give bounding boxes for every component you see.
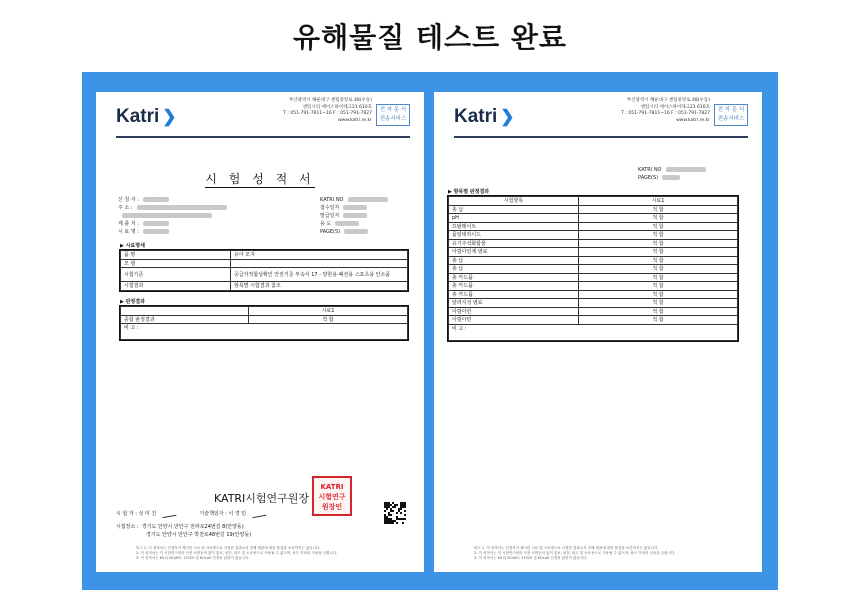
redacted-value xyxy=(143,221,169,226)
section-judgement: ▶ 판정결과 xyxy=(120,299,145,305)
info-label: 접수일자 xyxy=(320,205,340,211)
address-block: 부산광역시 해운대구 센텀중앙로 48(우동) 센텀시티 에이스하이테크21 610호 T : 051-791-7811~16 F : 051-791-7827 www.katri.re.kr xyxy=(283,98,372,123)
test-result: 적 합 xyxy=(579,256,738,265)
table-row xyxy=(449,239,738,248)
table-row xyxy=(449,256,738,265)
info-row xyxy=(320,212,420,220)
test-result: 적 합 xyxy=(579,214,738,223)
info-label: PAGE(S) xyxy=(320,229,341,235)
signature-icon xyxy=(161,509,176,517)
test-result: 적 합 xyxy=(579,265,738,274)
table-row xyxy=(121,268,408,282)
header-divider xyxy=(454,136,748,138)
test-result: 적 합 xyxy=(579,248,738,257)
test-result: 적 합 xyxy=(579,290,738,299)
spec-label: 시험결과 xyxy=(121,282,231,291)
section-sample-spec: ▶ 시료명세 xyxy=(120,243,145,249)
applicant-info xyxy=(118,196,278,236)
test-item: 유기주석화합물 xyxy=(449,239,579,248)
info-row xyxy=(638,166,738,174)
column-header: 시험항목 xyxy=(449,197,579,206)
test-result: 적 합 xyxy=(579,307,738,316)
signature-icon xyxy=(251,509,266,517)
signature-row: 시 험 자 : 성 미 진 기술책임자 : 이 경 민 xyxy=(116,510,272,517)
info-label: 주 소 : xyxy=(118,205,133,211)
info-row xyxy=(118,228,278,236)
test-item: 폼알데하이드 xyxy=(449,231,579,240)
info-row xyxy=(320,196,420,204)
table-header-row xyxy=(449,197,738,206)
info-row xyxy=(320,220,420,228)
footnote: 비고 1. 이 성적서는 신청자가 제시한 시료 및 시료명으로 시험한 결과로서 전체 제품에 대한 품질을 보증하지는 않습니다. 2. 이 성적서는 이 시험연구원의 사전 서면동의 없이 홍보, 선전, 광고 및 소송용으로 사용될 수 없으며, 용도 이외의 사용을 금합니다. 3. 이 성적서는 KS Q ISO/IEC 17025 및 KOLAS 인정과 관련이 없습니다. xyxy=(474,546,676,560)
info-label: 제 출 처 : xyxy=(118,221,139,227)
info-row xyxy=(118,204,278,212)
test-item: 아릴아민 xyxy=(449,307,579,316)
test-result: 적 합 xyxy=(579,299,738,308)
info-label: 신 청 자 : xyxy=(118,197,139,203)
test-result: 적 합 xyxy=(579,222,738,231)
spec-value: 공급자적합성확인 안전기준 부속서 17 - 방한용·패션용 스포츠용 안소품 xyxy=(231,268,408,282)
info-row xyxy=(638,174,738,182)
redacted-value xyxy=(348,197,388,202)
judgement-label: 종합 판정결과 xyxy=(121,315,249,324)
remarks-row xyxy=(449,324,738,340)
info-label: KATRI NO xyxy=(320,197,344,203)
e-document-stamp: 전 자 문 서 전송서비스 xyxy=(714,104,748,126)
info-row xyxy=(320,204,420,212)
test-item: 아릴아민 xyxy=(449,316,579,325)
info-label: 시 료 명 : xyxy=(118,229,139,235)
info-label: 용 도 xyxy=(320,221,332,227)
remarks-cell: 비 고 : xyxy=(121,324,408,340)
table-row xyxy=(449,205,738,214)
section-item-results: ▶ 항목별 판정결과 xyxy=(448,189,490,195)
redacted-value xyxy=(343,213,367,218)
address-block: 부산광역시 해운대구 센텀중앙로 48(우동) 센텀시티 에이스하이테크21 610호 T : 051-791-7811~16 F : 051-791-7827 www.katri.re.kr xyxy=(621,98,710,123)
redacted-value xyxy=(143,229,169,234)
katri-logo: Katri ❯ xyxy=(116,106,177,127)
official-seal: KATRI 시험연구 원장인 xyxy=(312,476,352,516)
spec-value xyxy=(231,259,408,268)
test-report-page-2 xyxy=(434,92,762,572)
judgement-value: 적 합 xyxy=(249,315,408,324)
info-row xyxy=(320,228,420,236)
item-results-table xyxy=(448,196,738,341)
table-row xyxy=(449,316,738,325)
report-info xyxy=(638,166,738,182)
table-row xyxy=(449,222,738,231)
info-label: 발급일자 xyxy=(320,213,340,219)
header-divider xyxy=(116,136,410,138)
judgement-header: 시료1 xyxy=(249,307,408,316)
report-frame xyxy=(82,72,778,590)
spec-value: 항목별 시험결과 참조 xyxy=(231,282,408,291)
table-row xyxy=(449,282,738,291)
footnote: 비고 1. 이 성적서는 신청자가 제시한 시료 및 시료명으로 시험한 결과로서 전체 제품에 대한 품질을 보증하지는 않습니다. 2. 이 성적서는 이 시험연구원의 사전 서면동의 없이 홍보, 선전, 광고 및 소송용으로 사용될 수 없으며, 용도 이외의 사용을 금합니다. 3. 이 성적서는 KS Q ISO/IEC 17025 및 KOLAS 인정과 관련이 없습니다. xyxy=(136,546,338,560)
table-row xyxy=(449,307,738,316)
sample-spec-table xyxy=(120,250,408,291)
column-header: 시료1 xyxy=(579,197,738,206)
test-result: 적 합 xyxy=(579,231,738,240)
test-item: 총 납 xyxy=(449,265,579,274)
redacted-value xyxy=(143,197,169,202)
info-label: PAGE(S) xyxy=(638,175,659,181)
qr-code-icon xyxy=(384,502,406,524)
remarks-cell: 비 고 : xyxy=(449,324,738,340)
table-row xyxy=(449,290,738,299)
redacted-value xyxy=(122,213,212,218)
table-row xyxy=(121,282,408,291)
spec-label: 시험기준 xyxy=(121,268,231,282)
test-result: 적 합 xyxy=(579,205,738,214)
info-label: KATRI NO xyxy=(638,167,662,173)
table-row xyxy=(449,231,738,240)
test-result: 적 합 xyxy=(579,316,738,325)
test-result: 적 합 xyxy=(579,282,738,291)
info-row xyxy=(118,220,278,228)
katri-logo: Katri ❯ xyxy=(454,106,515,127)
spec-label: 모 델 xyxy=(121,259,231,268)
info-row xyxy=(118,212,278,220)
test-result: 적 합 xyxy=(579,239,738,248)
test-item: 총 납 xyxy=(449,256,579,265)
table-row xyxy=(449,299,738,308)
spec-label: 품 명 xyxy=(121,251,231,260)
redacted-value xyxy=(666,167,706,172)
page-title: 유해물질 테스트 완료 xyxy=(293,21,567,54)
arrow-icon: ❯ xyxy=(500,107,515,126)
test-item: pH xyxy=(449,214,579,223)
info-row xyxy=(118,196,278,204)
redacted-value xyxy=(343,205,367,210)
redacted-value xyxy=(344,229,368,234)
test-item: 아릴아민계 염료 xyxy=(449,248,579,257)
test-item: 총 카드뮴 xyxy=(449,282,579,291)
report-info xyxy=(320,196,420,236)
test-report-page-1 xyxy=(96,92,424,572)
test-item: 프탈레이트 xyxy=(449,222,579,231)
org-name: KATRI시험연구원장 xyxy=(214,492,310,505)
table-row xyxy=(449,248,738,257)
judgement-table xyxy=(120,306,408,340)
table-row xyxy=(121,251,408,260)
redacted-value xyxy=(662,175,680,180)
redacted-value xyxy=(335,221,359,226)
test-result: 적 합 xyxy=(579,273,738,282)
table-row xyxy=(121,259,408,268)
document-title: 시 험 성 적 서 xyxy=(205,172,315,186)
table-row xyxy=(449,265,738,274)
test-item: 총 납 xyxy=(449,205,579,214)
spec-value: 유아 모자 xyxy=(231,251,408,260)
test-item: 총 카드뮴 xyxy=(449,290,579,299)
table-row xyxy=(449,273,738,282)
e-document-stamp: 전 자 문 서 전송서비스 xyxy=(376,104,410,126)
arrow-icon: ❯ xyxy=(162,107,177,126)
test-location: 시험장소 : 경기도 안양시 만안구 전파로24번길 8(안양동) 경기도 안양시 만안구 박천로48번길 19(안양동) xyxy=(116,524,252,538)
test-item: 알러지성 염료 xyxy=(449,299,579,308)
test-item: 총 카드뮴 xyxy=(449,273,579,282)
table-row xyxy=(449,214,738,223)
redacted-value xyxy=(137,205,227,210)
